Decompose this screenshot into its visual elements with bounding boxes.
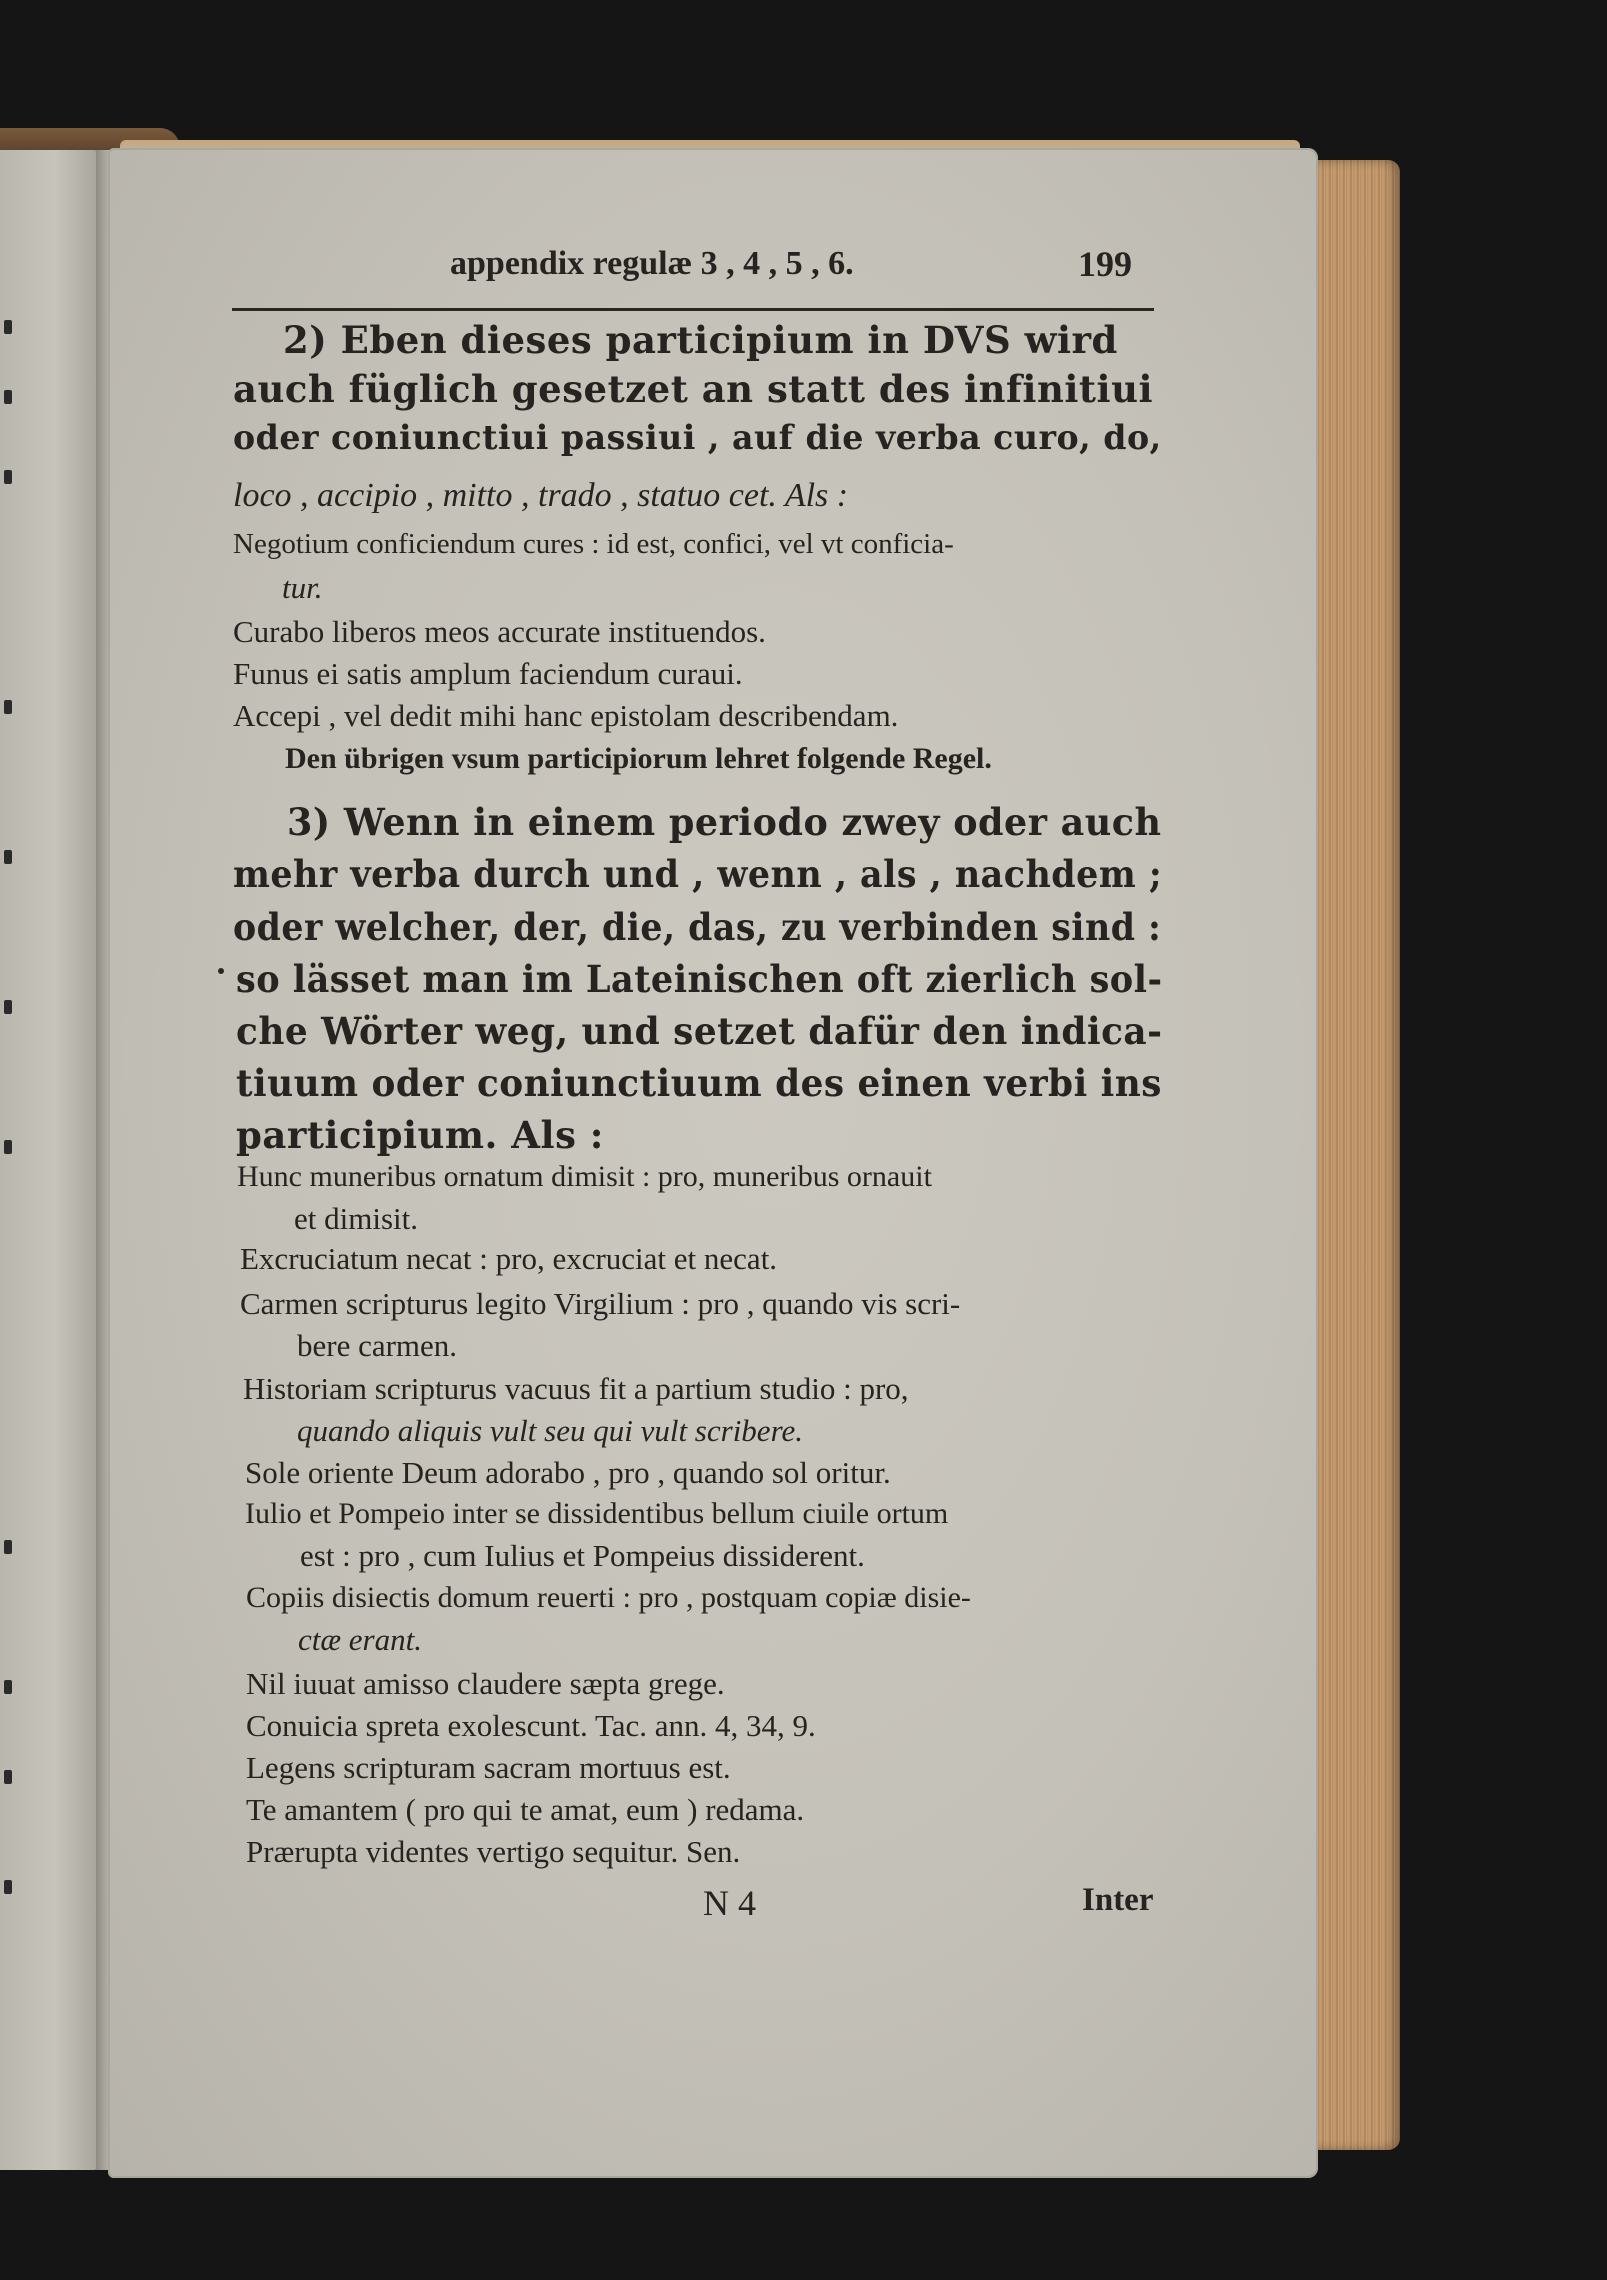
text-line: oder coniunctiui passiui , auf die verba curo, do, [233, 418, 1162, 458]
left-page-ink-mark [4, 470, 12, 484]
text-line: Nil iuuat amisso claudere sæpta grege. [246, 1666, 725, 1701]
page-number: 199 [1078, 244, 1132, 284]
text-line: che Wörter weg, und setzet dafür den indica- [236, 1009, 1163, 1053]
text-line: tur. [282, 570, 323, 605]
text-line: Curabo liberos meos accurate instituendos. [233, 614, 766, 649]
text-line: et dimisit. [294, 1201, 418, 1236]
text-line: Funus ei satis amplum faciendum curaui. [233, 656, 743, 691]
text-line: Excruciatum necat : pro, excruciat et necat. [240, 1241, 778, 1276]
text-line: mehr verba durch und , wenn , als , nachdem ; [233, 852, 1163, 896]
text-line: tiuum oder coniunctiuum des einen verbi ins [236, 1061, 1162, 1105]
text-line: participium. Als : [236, 1113, 604, 1157]
text-line: bere carmen. [297, 1328, 458, 1363]
text-line: Negotium conficiendum cures : id est, confici, vel vt conficia- [233, 528, 954, 560]
text-line: quando aliquis vult seu qui vult scribere. [297, 1413, 803, 1448]
left-page-ink-mark [4, 850, 12, 864]
left-page-ink-mark [4, 1880, 12, 1894]
text-line: Sole oriente Deum adorabo , pro , quando sol oritur. [245, 1455, 891, 1490]
text-line: Conuicia spreta exolescunt. Tac. ann. 4, 34, 9. [246, 1708, 816, 1743]
left-page-ink-mark [4, 1000, 12, 1014]
text-line: Te amantem ( pro qui te amat, eum ) redama. [246, 1792, 805, 1827]
left-page-ink-mark [4, 700, 12, 714]
text-line: Den übrigen vsum participiorum lehret folgende Regel. [285, 742, 992, 775]
catchword: Inter [1082, 1882, 1154, 1918]
text-line: oder welcher, der, die, das, zu verbinden sind : [233, 905, 1162, 949]
text-line: 3) Wenn in einem periodo zwey oder auch [287, 800, 1162, 844]
stray-dot [218, 968, 224, 974]
left-page-ink-mark [4, 1540, 12, 1554]
running-head: appendix regulæ 3 , 4 , 5 , 6. [450, 245, 854, 282]
left-page-ink-mark [4, 1680, 12, 1694]
left-page-ink-mark [4, 390, 12, 404]
text-line: Prærupta videntes vertigo sequitur. Sen. [246, 1834, 741, 1869]
text-line: auch füglich gesetzet an statt des infinitiui [233, 367, 1154, 411]
text-line: Carmen scripturus legito Virgilium : pro , quando vis scri- [240, 1286, 961, 1321]
left-page-ink-mark [4, 320, 12, 334]
text-line: 2) Eben dieses participium in DVS wird [283, 318, 1118, 362]
text-line: Accepi , vel dedit mihi hanc epistolam describendam. [233, 698, 899, 733]
text-line: est : pro , cum Iulius et Pompeius dissiderent. [300, 1538, 865, 1573]
text-line: loco , accipio , mitto , trado , statuo cet. Als : [233, 477, 849, 514]
text-line: ctæ erant. [298, 1622, 422, 1657]
signature-mark: N 4 [703, 1883, 756, 1923]
left-page [0, 150, 100, 2170]
text-line: so lässet man im Lateinischen oft zierlich sol- [236, 957, 1163, 1001]
left-page-ink-mark [4, 1770, 12, 1784]
text-line: Legens scripturam sacram mortuus est. [246, 1750, 731, 1785]
left-page-ink-mark [4, 1140, 12, 1154]
text-line: Hunc muneribus ornatum dimisit : pro, muneribus ornauit [237, 1160, 932, 1193]
text-line: Iulio et Pompeio inter se dissidentibus bellum ciuile ortum [245, 1497, 949, 1530]
text-line: Copiis disiectis domum reuerti : pro , postquam copiæ disie- [246, 1581, 971, 1614]
text-line: Historiam scripturus vacuus fit a partium studio : pro, [243, 1371, 909, 1406]
header-rule [232, 308, 1154, 311]
